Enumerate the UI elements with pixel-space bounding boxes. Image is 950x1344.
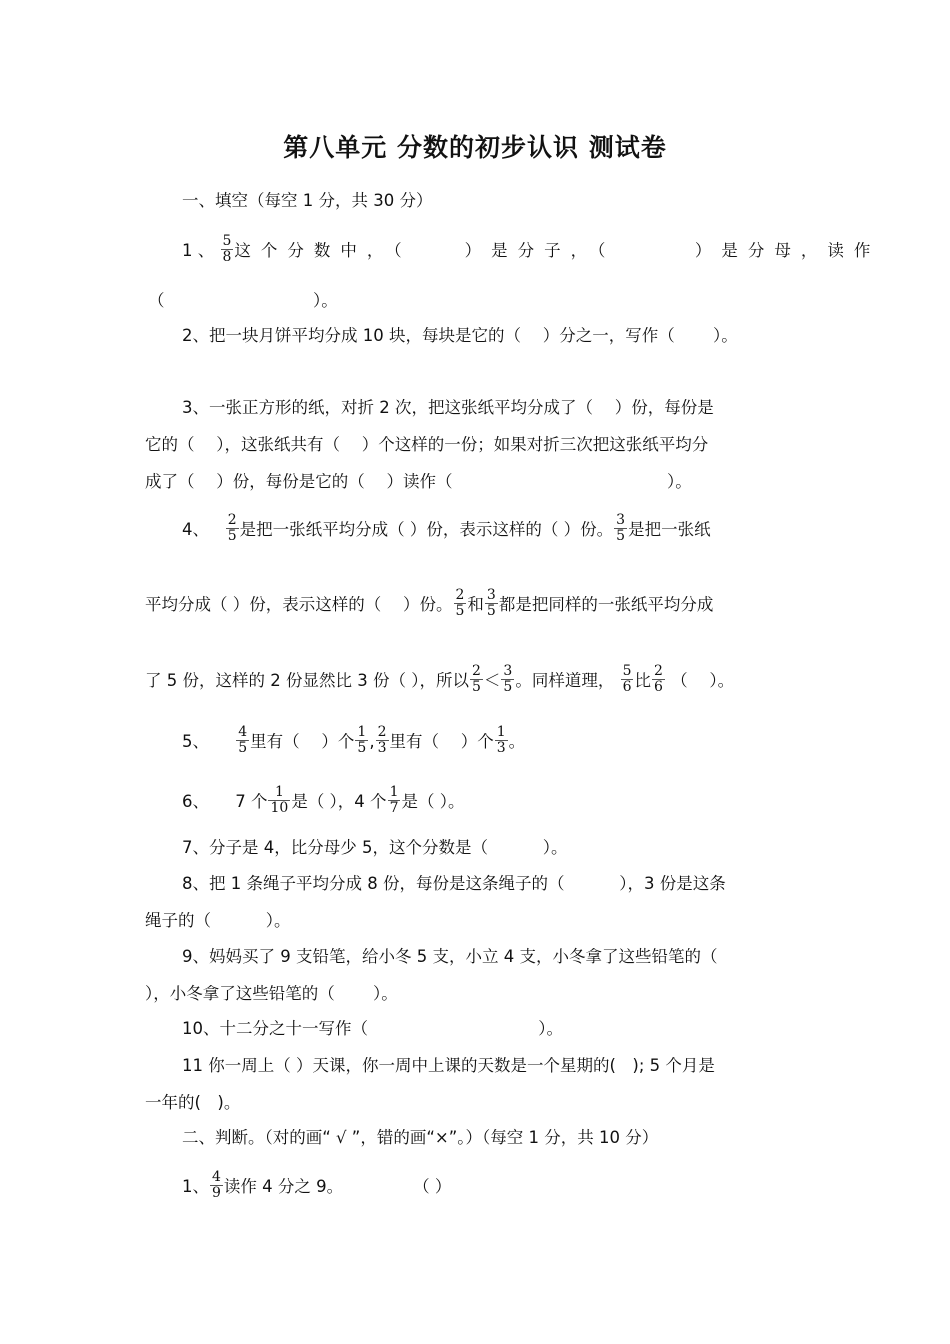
question-2: 2、把一块月饼平均分成 10 块，每块是它的（ ）分之一，写作（ ）。 [182,326,738,345]
question-6 [182,784,465,818]
fraction: $\frac{5}{8}$ [222,233,232,265]
question-9-line-2: ），小冬拿了这些铅笔的（ ）。 [145,984,398,1003]
fraction: $\frac{2}{5}$ [471,663,481,695]
q4-text: 平均分成（ ）份，表示这样的（ ）份。 [145,595,453,614]
fraction: $\frac{4}{5}$ [238,724,248,756]
question-1-line-2: （ ）。 [148,291,338,310]
question-3-line-3: 成了（ ）份，每份是它的（ ）读作（ ）。 [145,472,692,491]
q4-text: 是把一张纸 [628,520,711,539]
q5-text: 里有（ ）个 [250,732,355,751]
q4-text: （ ）。 [671,671,735,690]
j1-prefix: 1、 [182,1177,209,1196]
question-11-line-1: 11 你一周上（ ）天课，你一周中上课的天数是一个星期的( ); 5 个月是 [182,1056,715,1075]
question-4-line-1 [182,512,711,546]
q6-text: 是（ ），4 个 [291,792,387,811]
q5-prefix: 5、 [182,732,209,751]
fraction: $\frac{1}{10}$ [270,784,289,816]
question-3-line-1: 3、一张正方形的纸，对折 2 次，把这张纸平均分成了（ ）份，每份是 [182,398,714,417]
question-10: 10、十二分之十一写作（ ）。 [182,1019,563,1038]
question-7: 7、分子是 4，比分母少 5，这个分数是（ ）。 [182,838,568,857]
q4-text: 是把一张纸平均分成（ ）份，表示这样的（ ）份。 [239,520,614,539]
question-8-line-1: 8、把 1 条绳子平均分成 8 份，每份是这条绳子的（ ），3 份是这条 [182,874,726,893]
q6-text: 7 个 [235,792,268,811]
page-title: 第八单元 分数的初步认识 测试卷 [283,133,667,162]
q5-text: 。 [508,732,526,751]
fraction: $\frac{2}{5}$ [227,512,237,544]
fraction: $\frac{1}{5}$ [357,724,367,756]
q6-text: 是（ ）。 [401,792,465,811]
question-1 [182,233,881,267]
question-4-line-3 [145,663,735,697]
question-9-line-1: 9、妈妈买了 9 支铅笔，给小冬 5 支，小立 4 支，小冬拿了这些铅笔的（ [182,947,718,966]
fraction: $\frac{3}{5}$ [503,663,513,695]
question-5 [182,724,526,758]
question-4-line-2 [145,587,714,621]
j1-text: 读作 4 分之 9。 [223,1177,344,1196]
less-than-sign: ＜ [483,671,501,690]
q4-text: 比 [634,671,651,690]
q5-text: 里有（ ）个 [389,732,494,751]
q4-text: 。同样道理， [515,671,615,690]
q1-text: 这个分数中，（ ）是分子，（ ）是分母，读作 [234,241,881,260]
q4-text: 了 5 份，这样的 2 份显然比 3 份（ ），所以 [145,671,469,690]
section-fill-in-heading: 一、填空（每空 1 分，共 30 分） [182,191,433,210]
q4-text: 和 [467,595,484,614]
q4-text: 都是把同样的一张纸平均分成 [498,595,714,614]
judgement-1 [182,1169,452,1203]
fraction: $\frac{5}{6}$ [622,663,632,695]
q5-comma: , [369,732,375,751]
question-3-line-2: 它的（ ），这张纸共有（ ）个这样的一份；如果对折三次把这张纸平均分 [145,435,709,454]
fraction: $\frac{2}{3}$ [377,724,387,756]
fraction: $\frac{3}{5}$ [486,587,496,619]
question-8-line-2: 绳子的（ ）。 [145,911,291,930]
q6-prefix: 6、 [182,792,209,811]
fraction: $\frac{2}{6}$ [653,663,663,695]
fraction: $\frac{1}{7}$ [389,784,399,816]
q1-prefix: 1 、 [182,241,215,260]
question-11-line-2: 一年的( )。 [145,1093,241,1112]
q4-prefix: 4、 [182,520,209,539]
j1-answer-blank: （ ） [413,1177,452,1196]
fraction: $\frac{2}{5}$ [455,587,465,619]
fraction: $\frac{1}{3}$ [496,724,506,756]
section-judgement-heading: 二、判断。（对的画“ √ ”，错的画“×”。）（每空 1 分，共 10 分） [182,1128,659,1147]
fraction: $\frac{4}{9}$ [212,1169,221,1201]
fraction: $\frac{3}{5}$ [616,512,626,544]
